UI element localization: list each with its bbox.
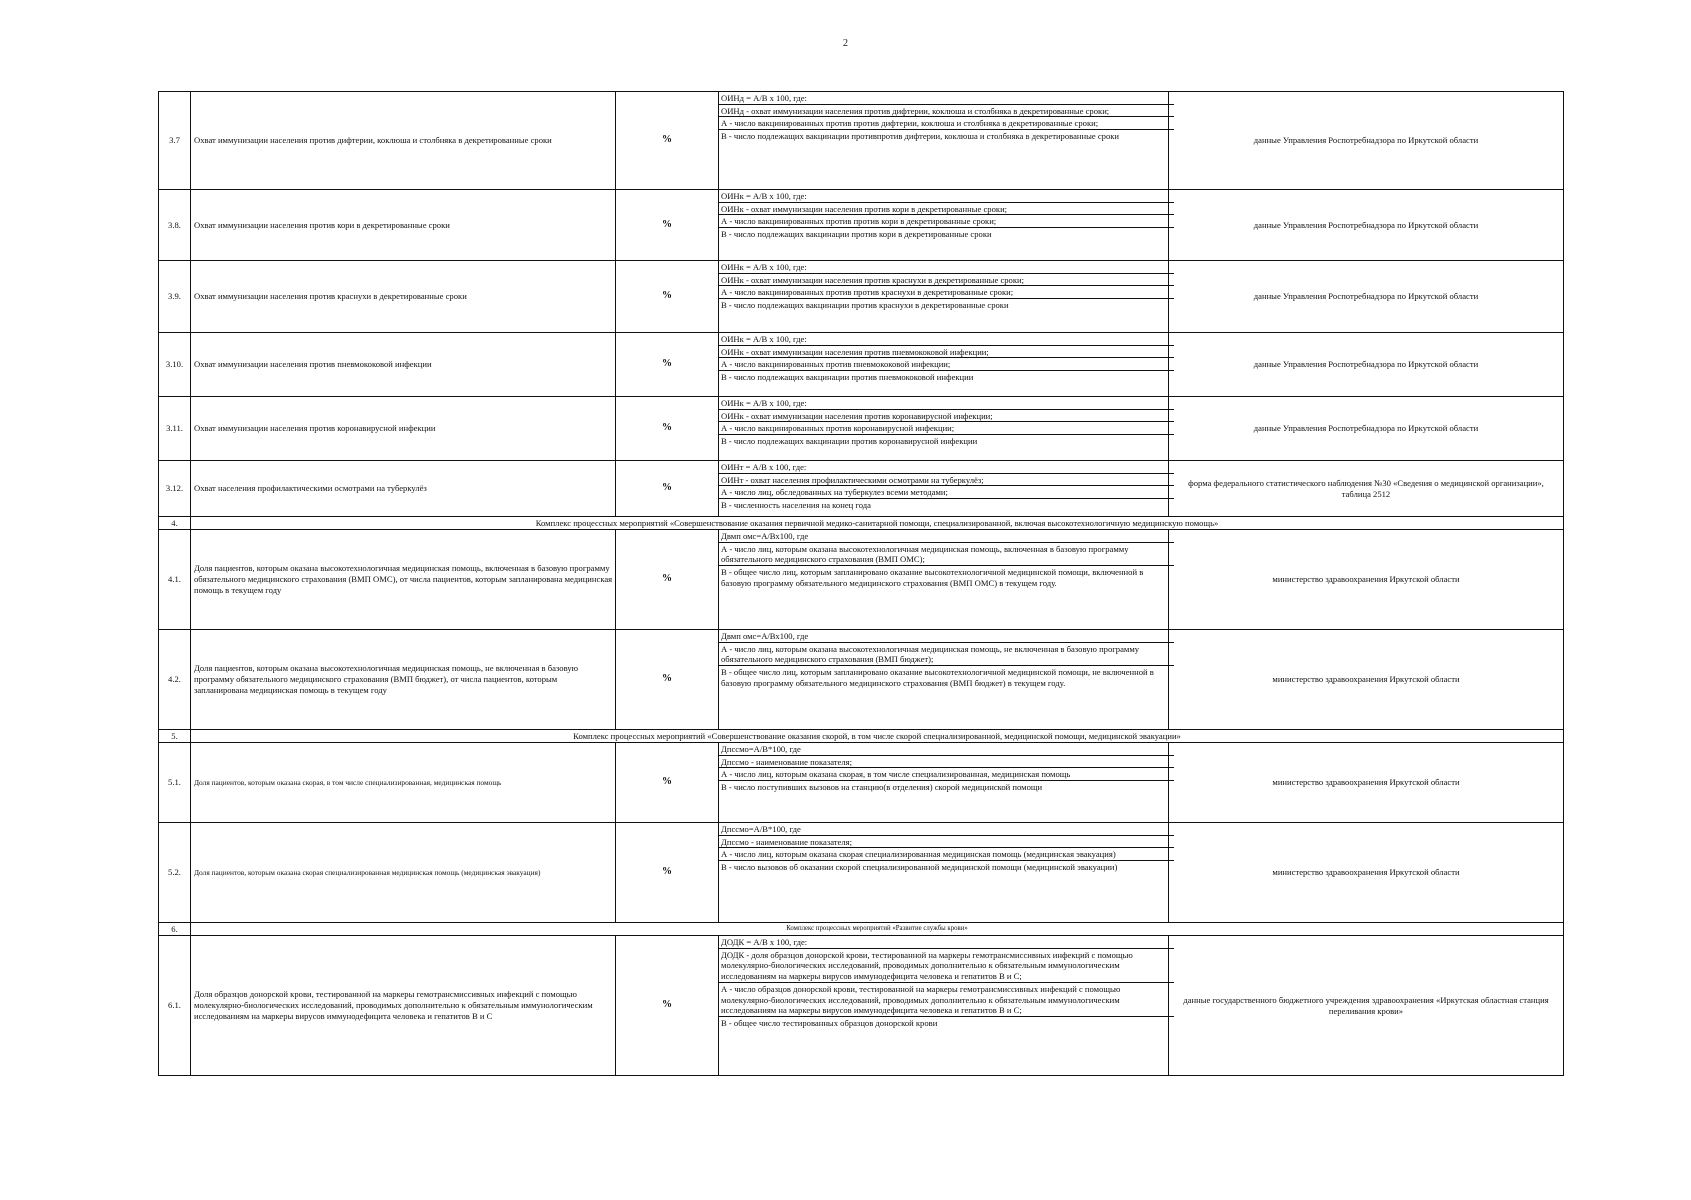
formula-line: ОИНд = А/В х 100, где:	[719, 92, 1174, 105]
data-source: форма федерального статистического наблюдения №30 «Сведения о медицинской организации», таблица 2512	[1169, 461, 1564, 517]
formula-cell	[719, 743, 1169, 823]
formula-cell	[719, 461, 1169, 517]
formula-cell	[719, 823, 1169, 923]
unit-cell: %	[616, 190, 719, 261]
formula-line: А - число лиц, обследованных на туберкулез всеми методами;	[719, 486, 1174, 499]
indicator-name: Доля пациентов, которым оказана высокотехнологичная медицинская помощь, не включенная в базовую программу обязательного медицинского страхования (ВМП бюджет), от числа пациентов, которым запланирована медицинская помощь в текущем году	[191, 630, 616, 730]
formula-line: ОИНк - охват иммунизации населения против кори в декретированные сроки;	[719, 203, 1174, 216]
formula-line: ОИНк = А/В х 100, где:	[719, 261, 1174, 274]
formula-line: А - число вакцинированных против против дифтерии, коклюша и столбняка в декретированные сроки;	[719, 117, 1174, 130]
formula-line: ОИНк = А/В х 100, где:	[719, 333, 1174, 346]
formula-line: ОИНт - охват населения профилактическими осмотрами на туберкулёз;	[719, 474, 1174, 487]
indicator-name: Охват иммунизации населения против коронавирусной инфекции	[191, 397, 616, 461]
formula-line: ОИНк - охват иммунизации населения против пневмококовой инфекции;	[719, 346, 1174, 359]
section-number: 4.	[159, 517, 191, 530]
formula-line: ОИНк = А/В х 100, где:	[719, 397, 1174, 410]
formula-line: В - число поступивших вызовов на станцию(в отделения) скорой медицинской помощи	[721, 782, 1043, 793]
data-source: данные Управления Роспотребнадзора по Иркутской области	[1169, 92, 1564, 190]
table-row	[159, 743, 1564, 823]
section-row	[159, 517, 1564, 530]
formula-cell	[719, 261, 1169, 333]
unit-cell: %	[616, 333, 719, 397]
unit-cell: %	[616, 397, 719, 461]
formula-cell	[719, 936, 1169, 1076]
formula-line: В - число подлежащих вакцинации против краснухи в декретированные сроки	[721, 300, 1009, 311]
data-source: данные Управления Роспотребнадзора по Иркутской области	[1169, 333, 1564, 397]
formula-line: А - число лиц, которым оказана скорая специализированная медицинская помощь (медицинская эвакуация)	[719, 848, 1174, 861]
section-title: Комплекс процессных мероприятий «Совершенствование оказания скорой, в том числе скорой специализированной, медицинской помощи, медицинской эвакуации»	[191, 730, 1564, 743]
section-title: Комплекс процессных мероприятий «Совершенствование оказания первичной медико-санитарной помощи, специализированной, включая высокотехнологичную медицинскую помощь»	[191, 517, 1564, 530]
unit-cell: %	[616, 530, 719, 630]
formula-line: А - число вакцинированных против против краснухи в декретированные сроки;	[719, 286, 1174, 299]
section-number: 5.	[159, 730, 191, 743]
data-source: данные государственного бюджетного учреждения здравоохранения «Иркутская областная станция переливания крови»	[1169, 936, 1564, 1076]
formula-line: ОИНт = А/В х 100, где:	[719, 461, 1174, 474]
section-row	[159, 730, 1564, 743]
row-number: 4.1.	[159, 530, 191, 630]
formula-line: А - число вакцинированных против пневмококовой инфекции;	[719, 358, 1174, 371]
unit-cell: %	[616, 823, 719, 923]
formula-line: Дпссмо - наименование показателя;	[719, 756, 1174, 769]
row-number: 6.1.	[159, 936, 191, 1076]
table-row	[159, 936, 1564, 1076]
indicator-name: Доля пациентов, которым оказана скорая, в том числе специализированная, медицинская помощь	[191, 743, 616, 823]
formula-line: ДОДК = А/В х 100, где:	[719, 936, 1174, 949]
formula-line: Дпссмо=А/В*100, где	[719, 823, 1174, 836]
formula-line: Двмп омс=А/Вх100, где	[719, 630, 1174, 643]
indicator-name: Доля пациентов, которым оказана скорая специализированная медицинская помощь (медицинская эвакуация)	[191, 823, 616, 923]
table-row	[159, 261, 1564, 333]
row-number: 3.12.	[159, 461, 191, 517]
indicator-name: Охват иммунизации населения против дифтерии, коклюша и столбняка в декретированные сроки	[191, 92, 616, 190]
formula-line: ОИНк = А/В х 100, где:	[719, 190, 1174, 203]
table-row	[159, 461, 1564, 517]
row-number: 5.1.	[159, 743, 191, 823]
formula-line: Дпссмо=А/В*100, где	[719, 743, 1174, 756]
formula-line: Дпссмо - наименование показателя;	[719, 836, 1174, 849]
table-row	[159, 397, 1564, 461]
formula-line: ДОДК - доля образцов донорской крови, тестированной на маркеры гемотрансмиссивных инфекций с помощью молекулярно-биологических исследований, проводимых дополнительно к обязательным иммунологическим исследованиям на маркеры вирусов иммунодефицита человека и гепатитов В и С;	[719, 949, 1174, 983]
formula-line: А - число лиц, которым оказана высокотехнологичная медицинская помощь, не включенная в базовую программу обязательного медицинского страхования (ВМП бюджет);	[719, 643, 1174, 666]
formula-line: В - число подлежащих вакцинации против пневмококовой инфекции	[721, 372, 974, 383]
row-number: 3.8.	[159, 190, 191, 261]
indicator-name: Охват иммунизации населения против кори в декретированные сроки	[191, 190, 616, 261]
formula-line: А - число лиц, которым оказана скорая, в том числе специализированная, медицинская помощь	[719, 768, 1174, 781]
formula-line: В - численность населения на конец года	[721, 500, 871, 511]
data-source: данные Управления Роспотребнадзора по Иркутской области	[1169, 261, 1564, 333]
formula-line: ОИНк - охват иммунизации населения против коронавирусной инфекции;	[719, 410, 1174, 423]
formula-line: А - число вакцинированных против коронавирусной инфекции;	[719, 422, 1174, 435]
indicators-table	[158, 91, 1564, 1076]
unit-cell: %	[616, 261, 719, 333]
formula-line: В - общее число тестированных образцов донорской крови	[721, 1018, 938, 1029]
table-row	[159, 190, 1564, 261]
section-row	[159, 923, 1564, 936]
formula-line: В - общее число лиц, которым запланировано оказание высокотехнологичной медицинской помощи, не включенной в базовую программу обязательного медицинского страхования (ВМП бюджет) в текущем году.	[721, 667, 1154, 688]
section-title: Комплекс процессных мероприятий «Развитие службы крови»	[191, 923, 1564, 936]
formula-line: А - число вакцинированных против против кори в декретированные сроки;	[719, 215, 1174, 228]
table-row	[159, 630, 1564, 730]
unit-cell: %	[616, 92, 719, 190]
section-number: 6.	[159, 923, 191, 936]
indicator-name: Доля образцов донорской крови, тестированной на маркеры гемотрансмиссивных инфекций с помощью молекулярно-биологических исследований, проводимых дополнительно к обязательным иммунологическим исследованиям на маркеры вирусов иммунодефицита человека и гепатитов В и С	[191, 936, 616, 1076]
table-row	[159, 823, 1564, 923]
row-number: 3.7	[159, 92, 191, 190]
row-number: 5.2.	[159, 823, 191, 923]
row-number: 3.10.	[159, 333, 191, 397]
table-row	[159, 333, 1564, 397]
unit-cell: %	[616, 743, 719, 823]
unit-cell: %	[616, 630, 719, 730]
data-source: министерство здравоохранения Иркутской области	[1169, 743, 1564, 823]
formula-line: ОИНд - охват иммунизации населения против дифтерии, коклюша и столбняка в декретированные сроки;	[719, 105, 1174, 118]
formula-line: А - число лиц, которым оказана высокотехнологичная медицинская помощь, включенная в базовую программу обязательного медицинского страхования (ВМП ОМС);	[719, 543, 1174, 566]
table-row	[159, 92, 1564, 190]
row-number: 3.11.	[159, 397, 191, 461]
formula-cell	[719, 190, 1169, 261]
row-number: 4.2.	[159, 630, 191, 730]
formula-line: В - число подлежащих вакцинации противпротив дифтерии, коклюша и столбняка в декретированные сроки	[721, 131, 1120, 142]
formula-line: В - число подлежащих вакцинации против кори в декретированные сроки	[721, 229, 992, 240]
formula-line: В - число подлежащих вакцинации против коронавирусной инфекции	[721, 436, 978, 447]
formula-cell	[719, 92, 1169, 190]
table-row	[159, 530, 1564, 630]
indicator-name: Охват населения профилактическими осмотрами на туберкулёз	[191, 461, 616, 517]
indicator-name: Охват иммунизации населения против краснухи в декретированные сроки	[191, 261, 616, 333]
indicator-name: Охват иммунизации населения против пневмококовой инфекции	[191, 333, 616, 397]
formula-line: В - число вызовов об оказании скорой специализированной медицинской помощи (медицинской эвакуации)	[721, 862, 1118, 873]
formula-cell	[719, 630, 1169, 730]
indicator-name: Доля пациентов, которым оказана высокотехнологичная медицинская помощь, включенная в базовую программу обязательного медицинского страхования (ВМП ОМС), от числа пациентов, которым запланирована медицинская помощь в текущем году	[191, 530, 616, 630]
data-source: министерство здравоохранения Иркутской области	[1169, 630, 1564, 730]
data-source: министерство здравоохранения Иркутской области	[1169, 530, 1564, 630]
unit-cell: %	[616, 461, 719, 517]
formula-cell	[719, 333, 1169, 397]
formula-line: Двмп омс=А/Вх100, где	[719, 530, 1174, 543]
formula-cell	[719, 530, 1169, 630]
data-source: данные Управления Роспотребнадзора по Иркутской области	[1169, 190, 1564, 261]
data-source: данные Управления Роспотребнадзора по Иркутской области	[1169, 397, 1564, 461]
data-source: министерство здравоохранения Иркутской области	[1169, 823, 1564, 923]
row-number: 3.9.	[159, 261, 191, 333]
page-number: 2	[843, 38, 848, 49]
formula-cell	[719, 397, 1169, 461]
formula-line: В - общее число лиц, которым запланировано оказание высокотехнологичной медицинской помощи, включенной в базовую программу обязательного медицинского страхования (ВМП ОМС) в текущем году.	[721, 567, 1144, 588]
formula-line: А - число образцов донорской крови, тестированной на маркеры гемотрансмиссивных инфекций с помощью молекулярно-биологических исследований, проводимых дополнительно к обязательным иммунологическим исследованиям на маркеры вирусов иммунодефицита человека и гепатитов В и С;	[719, 983, 1174, 1017]
unit-cell: %	[616, 936, 719, 1076]
formula-line: ОИНк - охват иммунизации населения против краснухи в декретированные сроки;	[719, 274, 1174, 287]
